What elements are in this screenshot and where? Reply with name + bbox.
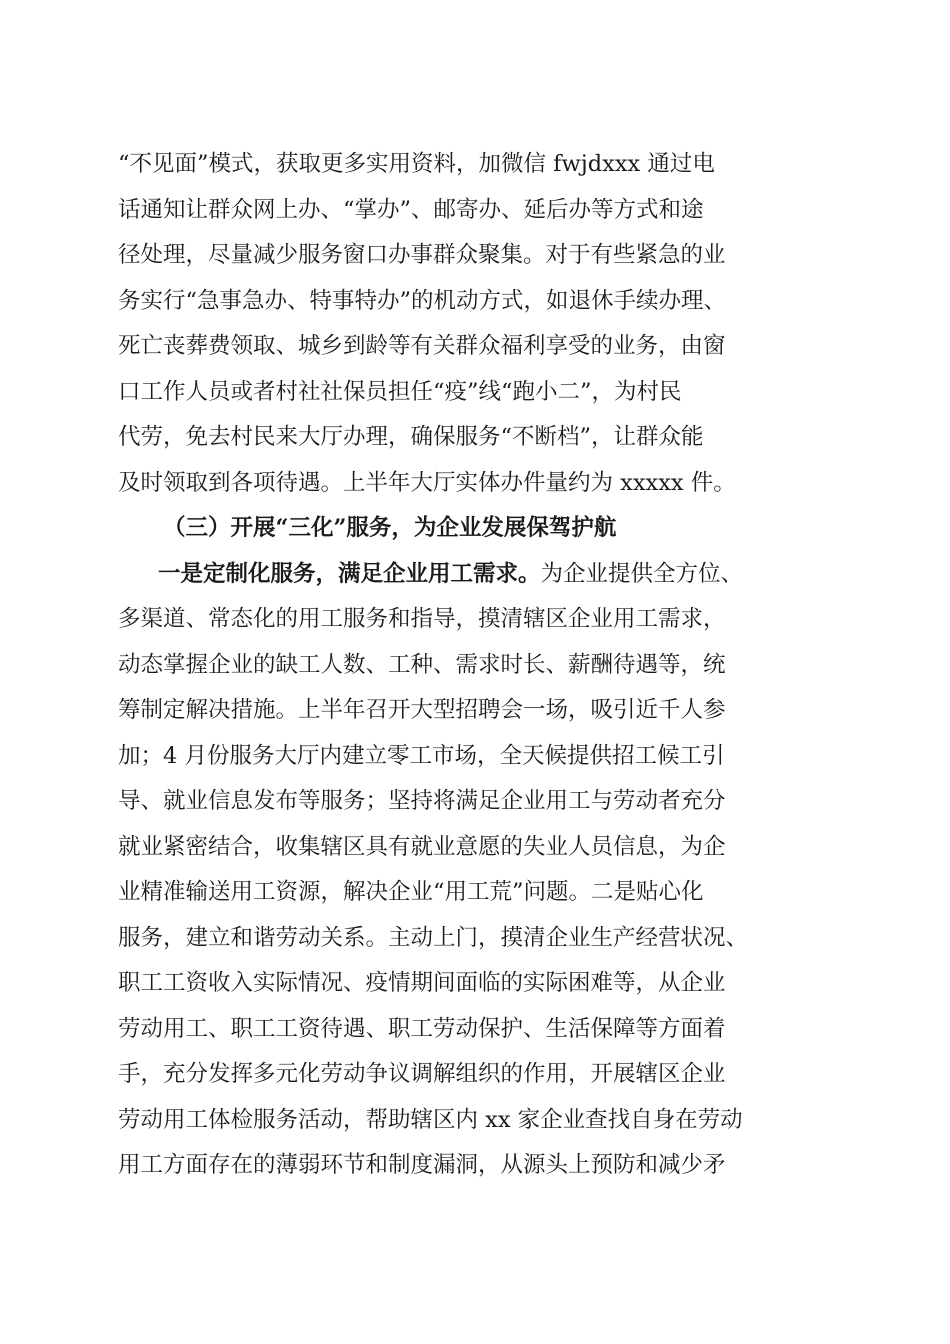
section-heading: （三）开展“三化”服务，为企业发展保驾护航: [163, 515, 617, 541]
text-line: 导、就业信息发布等服务；坚持将满足企业用工与劳动者充分: [118, 788, 726, 814]
text-line: 动态掌握企业的缺工人数、工种、需求时长、薪酬待遇等，统: [118, 651, 726, 678]
text-line: 业精准输送用工资源，解决企业“用工荒”问题。二是贴心化: [118, 879, 704, 905]
text-line: 话通知让群众网上办、“掌办”、邮寄办、延后办等方式和途: [118, 196, 704, 223]
text-line: 劳动用工、职工工资待遇、职工劳动保护、生活保障等方面着: [118, 1015, 726, 1042]
text-line: 径处理，尽量减少服务窗口办事群众聚集。对于有些紧急的业: [118, 242, 726, 268]
text-line: 务实行“急事急办、特事特办”的机动方式，如退休手续办理、: [118, 287, 727, 314]
text-line: 多渠道、常态化的用工服务和指导，摸清辖区企业用工需求，: [118, 606, 726, 632]
text-line: “不见面”模式，获取更多实用资料，加微信 fwjdxxx 通过电: [118, 151, 715, 177]
text-line: 及时领取到各项待遇。上半年大厅实体办件量约为 xxxxx 件。: [118, 469, 736, 496]
lead-rest: 为企业提供全方位、: [540, 560, 744, 587]
text-line: 代劳，免去村民来大厅办理，确保服务“不断档”，让群众能: [118, 424, 704, 450]
text-line: 死亡丧葬费领取、城乡到龄等有关群众福利享受的业务，由窗: [118, 333, 726, 359]
text-line: 就业紧密结合，收集辖区具有就业意愿的失业人员信息，为企: [118, 833, 726, 860]
text-line: 筹制定解决措施。上半年召开大型招聘会一场，吸引近千人参: [118, 697, 726, 723]
body-text: [118, 142, 838, 1189]
text-line: 手，充分发挥多元化劳动争议调解组织的作用，开展辖区企业: [118, 1061, 726, 1087]
text-line: 加；4 月份服务大厅内建立零工市场，全天候提供招工候工引: [118, 742, 725, 769]
text-line: 口工作人员或者村社社保员担任“疫”线“跑小二”，为村民: [118, 378, 682, 405]
text-line: 职工工资收入实际情况、疫情期间面临的实际困难等，从企业: [118, 970, 726, 996]
bold-lead: 一是定制化服务，满足企业用工需求。: [158, 560, 541, 587]
text-line: 服务，建立和谐劳动关系。主动上门，摸清企业生产经营状况、: [118, 924, 749, 951]
text-line: 用工方面存在的薄弱环节和制度漏洞，从源头上预防和减少矛: [118, 1152, 726, 1178]
paragraph-first-line: [118, 552, 838, 598]
text-line: 劳动用工体检服务活动，帮助辖区内 xx 家企业查找自身在劳动: [118, 1106, 743, 1133]
